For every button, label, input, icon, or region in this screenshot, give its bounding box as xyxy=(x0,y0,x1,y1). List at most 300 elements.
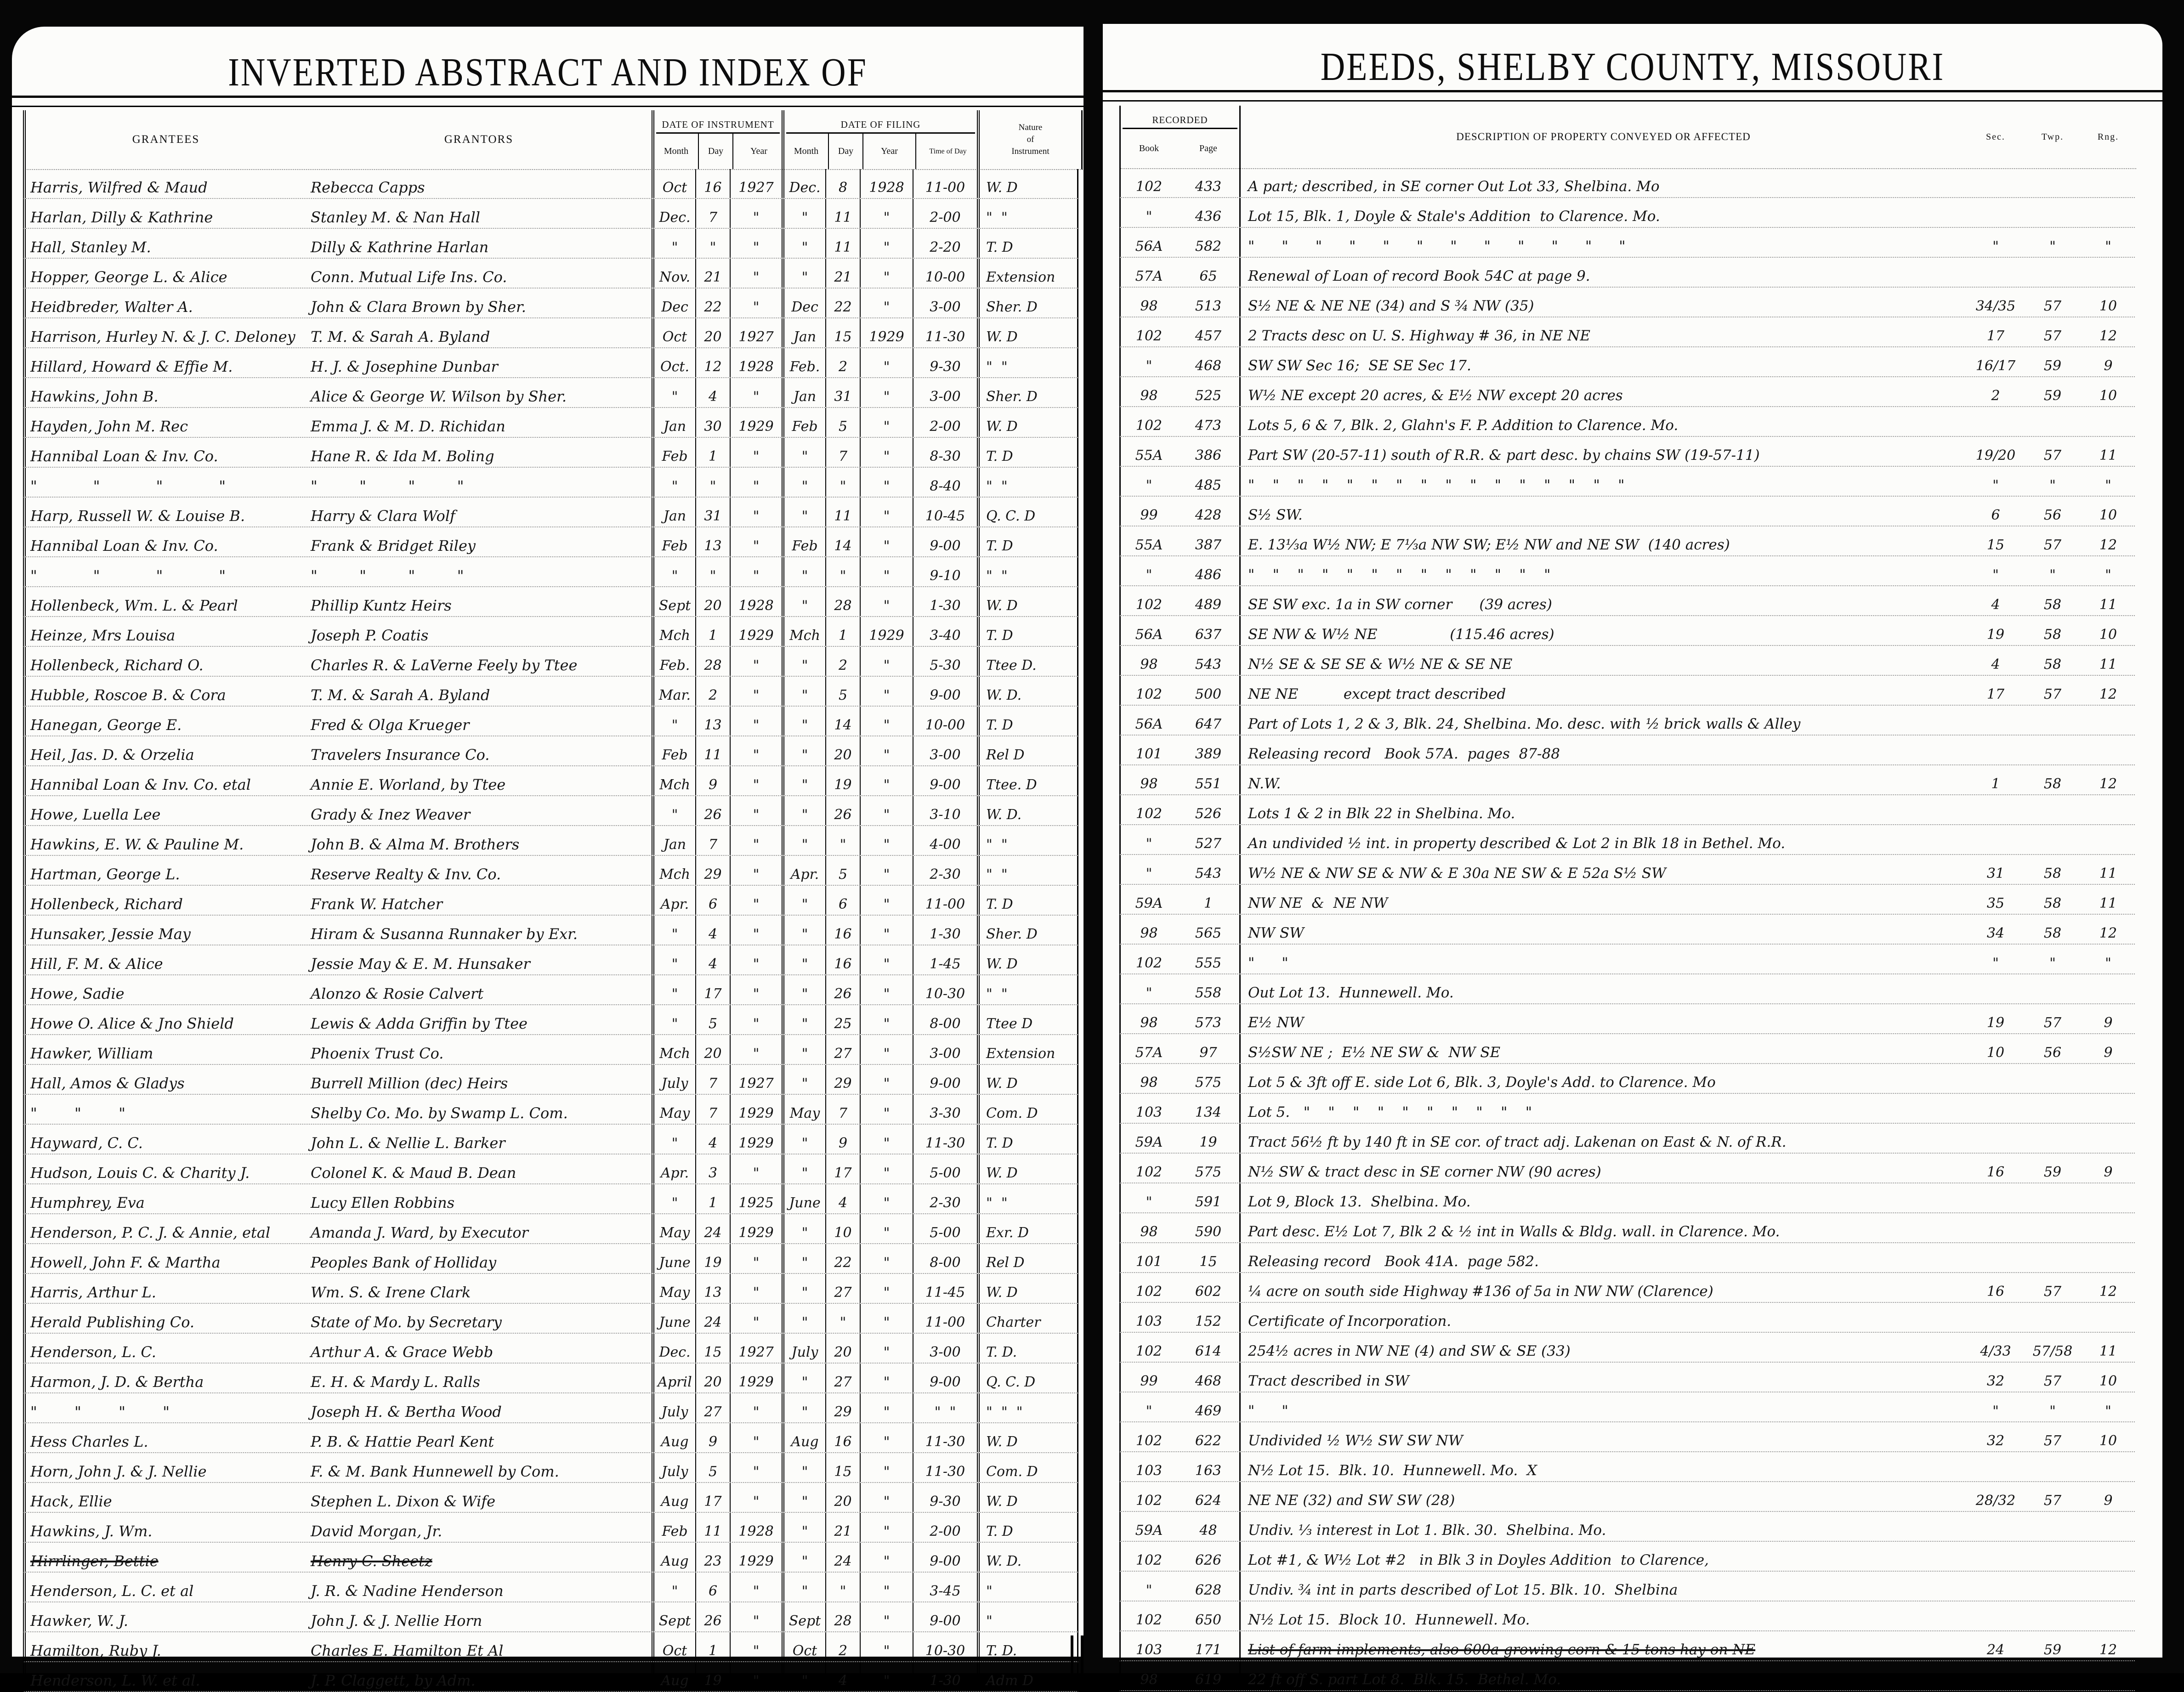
ledger-row xyxy=(1119,317,2135,347)
instrument-day-cell: 23 xyxy=(695,1543,730,1572)
ledger-row xyxy=(1119,1094,2135,1124)
description-cell: Lot 9, Block 13. Shelbina. Mo. xyxy=(1239,1183,1966,1212)
rng-cell: 11 xyxy=(2099,597,2117,613)
instrument-year-cell: 1929 xyxy=(730,1125,782,1154)
grantors-cell: Reserve Realty & Inv. Co. xyxy=(311,866,501,883)
page-cell: 628 xyxy=(1195,1582,1222,1598)
filing-day-cell: 4 xyxy=(825,1662,860,1691)
instrument-year-cell: " xyxy=(730,259,782,288)
page-cell: 486 xyxy=(1195,567,1222,583)
time-of-day-cell: 10-45 xyxy=(913,498,977,526)
grantees-cell: Hollenbeck, Richard O. xyxy=(30,656,204,674)
ledger-row xyxy=(1119,765,2135,795)
time-of-day-cell: 2-00 xyxy=(913,1513,977,1542)
time-of-day-cell: 11-00 xyxy=(913,169,977,198)
rng-cell: 10 xyxy=(2099,1373,2117,1389)
book-cell: " xyxy=(1146,1194,1152,1210)
sec-cell xyxy=(1966,258,2025,287)
page-cell: 389 xyxy=(1195,746,1222,762)
page-cell: 543 xyxy=(1195,866,1222,882)
left-page-title: INVERTED ABSTRACT AND INDEX OF xyxy=(228,50,868,95)
instrument-month-cell: Jan xyxy=(652,498,695,526)
nature-cell: Rel D xyxy=(977,1244,1081,1273)
rng-cell xyxy=(2080,1243,2136,1272)
grantors-cell: Henry C. Sheetz xyxy=(311,1552,432,1570)
grantors-cell: Travelers Insurance Co. xyxy=(311,746,490,764)
filing-day-cell: 17 xyxy=(825,1154,860,1183)
filing-month-cell: " xyxy=(782,587,825,616)
ledger-row xyxy=(1119,556,2135,586)
ledger-row xyxy=(23,1184,1078,1214)
instrument-year-cell: " xyxy=(730,1005,782,1034)
instrument-day-cell: 21 xyxy=(695,259,730,288)
instrument-month-cell: " xyxy=(652,916,695,945)
grantors-cell: Arthur A. & Grace Webb xyxy=(311,1343,494,1361)
rng-cell xyxy=(2080,1542,2136,1571)
instrument-month-cell: Mar. xyxy=(652,677,695,706)
instrument-month-cell: Dec. xyxy=(652,199,695,228)
sec-cell: 6 xyxy=(1991,507,2000,523)
sec-cell xyxy=(1966,1124,2025,1153)
filing-year-cell: " xyxy=(860,289,913,317)
ledger-row xyxy=(23,736,1078,766)
filing-month-cell: July xyxy=(782,1334,825,1363)
filing-year-cell: " xyxy=(860,348,913,377)
filing-year-cell: " xyxy=(860,1184,913,1213)
filing-month-cell: " xyxy=(782,229,825,258)
instrument-day-cell: 9 xyxy=(695,766,730,795)
time-of-day-cell: 9-30 xyxy=(913,1483,977,1512)
grantees-cell: Hopper, George L. & Alice xyxy=(30,268,227,286)
nature-cell: Q. C. D xyxy=(977,498,1081,526)
nature-cell: W. D xyxy=(977,1154,1081,1183)
filing-day-cell: 20 xyxy=(825,1483,860,1512)
instrument-month-cell: July xyxy=(652,1393,695,1422)
instrument-month-cell: Apr. xyxy=(652,1154,695,1183)
filing-year-cell: " xyxy=(860,1662,913,1691)
filing-month-cell: " xyxy=(782,916,825,945)
instrument-year-cell: " xyxy=(730,498,782,526)
instrument-day-cell: 24 xyxy=(695,1304,730,1333)
sec-cell: 15 xyxy=(1986,537,2005,553)
book-cell: 98 xyxy=(1140,776,1158,792)
filing-month-cell: " xyxy=(782,736,825,765)
filing-year-cell: " xyxy=(860,916,913,945)
filing-year-cell: " xyxy=(860,498,913,526)
instrument-year-cell: " xyxy=(730,916,782,945)
book-cell: 102 xyxy=(1135,1343,1163,1359)
instrument-year-cell: 1929 xyxy=(730,408,782,437)
instrument-year-cell: 1929 xyxy=(730,1214,782,1243)
ledger-row xyxy=(1119,945,2135,974)
rng-cell: 10 xyxy=(2099,507,2117,523)
instrument-month-cell: Mch xyxy=(652,856,695,885)
time-of-day-cell: 3-00 xyxy=(913,1334,977,1363)
nature-cell: T. D. xyxy=(977,1334,1081,1363)
filing-year-cell: " xyxy=(860,856,913,885)
ledger-row xyxy=(23,1513,1078,1543)
sec-cell: 19 xyxy=(1986,627,2005,643)
grantees-cell: Hudson, Louis C. & Charity J. xyxy=(30,1164,250,1182)
instrument-month-cell: Aug xyxy=(652,1423,695,1452)
rng-cell: 12 xyxy=(2099,925,2117,941)
instrument-day-cell: " xyxy=(695,229,730,258)
instrument-year-cell: " xyxy=(730,1274,782,1303)
time-of-day-cell: 3-30 xyxy=(913,1095,977,1124)
grantees-cell: Harris, Arthur L. xyxy=(30,1284,156,1301)
book-cell: 103 xyxy=(1135,1104,1163,1120)
instrument-year-cell: 1927 xyxy=(730,1334,782,1363)
filing-year-cell: " xyxy=(860,1364,913,1392)
ledger-row xyxy=(23,796,1078,826)
filing-year-cell: " xyxy=(860,1483,913,1512)
instrument-year-cell: " xyxy=(730,289,782,317)
sec-cell xyxy=(1966,1601,2025,1630)
instrument-month-cell: June xyxy=(652,1304,695,1333)
instrument-day-cell: 7 xyxy=(695,1065,730,1094)
grantees-cell: Howe, Sadie xyxy=(30,985,125,1002)
book-cell: " xyxy=(1146,1582,1152,1598)
instrument-day-cell: 12 xyxy=(695,348,730,377)
instrument-year-cell: " xyxy=(730,1662,782,1691)
twp-cell: 56 xyxy=(2043,507,2062,523)
nature-cell: W. D xyxy=(977,169,1081,198)
left-table-header xyxy=(23,110,1083,170)
filing-year-cell: " xyxy=(860,1632,913,1661)
ledger-row xyxy=(1119,1452,2135,1482)
ledger-row xyxy=(23,1035,1078,1065)
twp-cell xyxy=(2025,168,2080,197)
book-cell: 59A xyxy=(1135,1134,1163,1150)
page-cell: 387 xyxy=(1195,537,1222,553)
time-of-day-cell: 10-30 xyxy=(913,975,977,1004)
sec-cell xyxy=(1966,168,2025,197)
instrument-month-cell: " xyxy=(652,1184,695,1213)
grantors-cell: Hiram & Susanna Runnaker by Exr. xyxy=(311,925,578,943)
book-cell: 98 xyxy=(1140,1224,1158,1240)
twp-cell: 57 xyxy=(2043,298,2062,314)
ledger-row xyxy=(23,916,1078,945)
filing-day-cell: 5 xyxy=(825,408,860,437)
filing-month-cell: Feb xyxy=(782,527,825,556)
filing-month-cell: Feb xyxy=(782,408,825,437)
instrument-month-cell: May xyxy=(652,1214,695,1243)
description-cell: N½ SE & SE SE & W½ NE & SE NE xyxy=(1239,646,1966,675)
filing-month-cell: " xyxy=(782,1274,825,1303)
grantees-cell: Hayward, C. C. xyxy=(30,1134,143,1152)
rng-cell: 11 xyxy=(2099,656,2117,673)
twp-cell: 56 xyxy=(2043,1045,2062,1061)
page-cell: 565 xyxy=(1195,925,1222,941)
book-cell: 102 xyxy=(1135,686,1163,702)
rng-cell xyxy=(2080,1303,2136,1332)
rng-cell: 11 xyxy=(2099,895,2117,911)
twp-cell xyxy=(2025,1243,2080,1272)
page-cell: 65 xyxy=(1199,268,1217,284)
description-cell: Lot #1, & W½ Lot #2 in Blk 3 in Doyles Addition to Clarence, xyxy=(1239,1542,1966,1571)
ledger-row xyxy=(1119,586,2135,616)
ledger-row xyxy=(1119,1572,2135,1601)
ledger-row xyxy=(23,826,1078,856)
twp-cell: " xyxy=(2049,477,2056,493)
description-cell: NE NE except tract described xyxy=(1239,676,1966,705)
nature-cell: W. D xyxy=(977,1423,1081,1452)
description-cell: Part desc. E½ Lot 7, Blk 2 & ½ int in Walls & Bldg. wall. in Clarence. Mo. xyxy=(1239,1213,1966,1242)
grantees-cell: Hunsaker, Jessie May xyxy=(30,925,191,943)
grantees-cell: Hannibal Loan & Inv. Co. xyxy=(30,447,218,465)
filing-month-cell: " xyxy=(782,1005,825,1034)
rng-cell xyxy=(2080,795,2136,824)
filing-year-cell: " xyxy=(860,1125,913,1154)
ledger-row xyxy=(1119,1243,2135,1273)
twp-cell xyxy=(2025,1512,2080,1541)
sec-cell: 19/20 xyxy=(1975,447,2016,464)
time-of-day-cell: 8-00 xyxy=(913,1244,977,1273)
ledger-row xyxy=(23,945,1078,975)
grantors-cell: T. M. & Sarah A. Byland xyxy=(311,686,490,704)
description-cell: Lot 15, Blk. 1, Doyle & Stale's Addition to Clarence. Mo. xyxy=(1239,198,1966,227)
ledger-row xyxy=(23,1065,1078,1095)
book-cell: 57A xyxy=(1135,268,1163,284)
instrument-year-cell: " xyxy=(730,1632,782,1661)
nature-cell: Charter xyxy=(977,1304,1081,1333)
time-of-day-cell: 2-00 xyxy=(913,199,977,228)
book-header: Book xyxy=(1139,143,1159,153)
instrument-day-cell: 3 xyxy=(695,1154,730,1183)
filing-day-cell: 15 xyxy=(825,1453,860,1482)
grantors-cell: State of Mo. by Secretary xyxy=(311,1313,502,1331)
twp-cell xyxy=(2025,1303,2080,1332)
grantees-cell: Heinze, Mrs Louisa xyxy=(30,627,176,644)
instrument-year-cell: 1928 xyxy=(730,1513,782,1542)
filing-day-cell: 24 xyxy=(825,1543,860,1572)
book-cell: 102 xyxy=(1135,1164,1163,1180)
filing-day-cell: " xyxy=(825,826,860,855)
rng-cell xyxy=(2080,258,2136,287)
nature-cell: " " xyxy=(977,975,1081,1004)
description-cell: S½ SW. xyxy=(1239,497,1966,526)
nature-cell: W. D xyxy=(977,1483,1081,1512)
filing-day-cell: " xyxy=(825,557,860,586)
ledger-row xyxy=(23,647,1078,677)
grantees-cell: Hawkins, E. W. & Pauline M. xyxy=(30,836,244,853)
instrument-month-cell: Feb xyxy=(652,1513,695,1542)
grantees-cell: Herald Publishing Co. xyxy=(30,1313,195,1331)
grantees-cell: Howe, Luella Lee xyxy=(30,806,161,823)
filing-day-cell: 2 xyxy=(825,647,860,676)
instrument-year-cell: " xyxy=(730,886,782,915)
grantors-cell: Joseph P. Coatis xyxy=(311,627,429,644)
instrument-year-cell: 1927 xyxy=(730,1065,782,1094)
grantees-cell: Heil, Jas. D. & Orzelia xyxy=(30,746,194,764)
right-page-title: DEEDS, SHELBY COUNTY, MISSOURI xyxy=(1320,45,1945,89)
instrument-year-cell: " xyxy=(730,229,782,258)
page-cell: 526 xyxy=(1195,806,1222,822)
filing-year-cell: " xyxy=(860,587,913,616)
instrument-year-cell: " xyxy=(730,707,782,736)
filing-month-cell: " xyxy=(782,498,825,526)
day-header: Day xyxy=(828,134,862,169)
rng-cell: 9 xyxy=(2104,1164,2113,1180)
book-cell: 56A xyxy=(1135,716,1163,732)
page-cell: 575 xyxy=(1195,1164,1222,1180)
right-table-rows xyxy=(1119,168,2135,1691)
nature-cell: W. D xyxy=(977,945,1081,974)
time-of-day-cell: 3-00 xyxy=(913,736,977,765)
ledger-row xyxy=(1119,1363,2135,1392)
twp-cell: " xyxy=(2049,567,2056,583)
book-cell: " xyxy=(1146,358,1152,374)
nature-cell: W. D. xyxy=(977,677,1081,706)
instrument-month-cell: " xyxy=(652,975,695,1004)
ledger-row xyxy=(1119,1392,2135,1422)
grantors-cell: Emma J. & M. D. Richidan xyxy=(311,418,505,435)
filing-month-cell: " xyxy=(782,1662,825,1691)
filing-month-cell: Jan xyxy=(782,378,825,407)
time-of-day-cell: 8-30 xyxy=(913,438,977,467)
page-cell: 436 xyxy=(1195,209,1222,225)
book-cell: 98 xyxy=(1140,388,1158,404)
ledger-row xyxy=(1119,706,2135,736)
instrument-month-cell: " xyxy=(652,468,695,497)
description-cell: N½ Lot 15. Block 10. Hunnewell. Mo. xyxy=(1239,1601,1966,1630)
grantors-cell: " " " " xyxy=(311,477,464,495)
title-rule xyxy=(1103,90,2162,92)
filing-year-cell: " xyxy=(860,1513,913,1542)
grantees-cell: Howell, John F. & Martha xyxy=(30,1254,221,1271)
rng-cell xyxy=(2080,825,2136,854)
filing-day-cell: 1 xyxy=(825,617,860,646)
time-of-day-cell: 9-30 xyxy=(913,348,977,377)
instrument-day-cell: 7 xyxy=(695,1095,730,1124)
page-cell: 590 xyxy=(1195,1224,1222,1240)
ledger-row xyxy=(1119,915,2135,945)
book-cell: 102 xyxy=(1135,1552,1163,1568)
filing-year-cell: " xyxy=(860,1453,913,1482)
twp-cell: 58 xyxy=(2043,895,2062,911)
filing-year-cell: " xyxy=(860,975,913,1004)
description-cell: An undivided ½ int. in property described & Lot 2 in Blk 18 in Bethel. Mo. xyxy=(1239,825,1966,854)
instrument-year-cell: " xyxy=(730,766,782,795)
ledger-row xyxy=(1119,437,2135,467)
month-header: Month xyxy=(794,146,819,156)
filing-year-cell: " xyxy=(860,199,913,228)
grantors-cell: Lewis & Adda Griffin by Ttee xyxy=(311,1015,528,1032)
instrument-day-cell: 19 xyxy=(695,1662,730,1691)
twp-cell xyxy=(2025,706,2080,735)
rng-cell: 11 xyxy=(2099,447,2117,464)
description-cell: NW SW xyxy=(1239,915,1966,944)
book-cell: 101 xyxy=(1135,746,1163,762)
page-cell: 543 xyxy=(1195,656,1222,673)
recorded-header-group xyxy=(1121,106,1239,168)
instrument-day-cell: 11 xyxy=(695,736,730,765)
ledger-row xyxy=(23,1125,1078,1154)
rng-cell: 10 xyxy=(2099,1433,2117,1449)
sec-cell: " xyxy=(1992,238,1999,255)
grantees-cell: Hall, Stanley M. xyxy=(30,238,151,256)
ledger-row xyxy=(1119,407,2135,437)
twp-cell: 57 xyxy=(2043,447,2062,464)
instrument-day-cell: 17 xyxy=(695,975,730,1004)
rng-cell: 12 xyxy=(2099,686,2117,702)
time-of-day-cell: 9-00 xyxy=(913,1543,977,1572)
instrument-year-cell: 1925 xyxy=(730,1184,782,1213)
time-of-day-cell: 9-00 xyxy=(913,677,977,706)
ledger-row xyxy=(1119,1631,2135,1661)
sec-cell xyxy=(1966,1183,2025,1212)
nature-cell: T. D xyxy=(977,1513,1081,1542)
grantors-cell: David Morgan, Jr. xyxy=(311,1522,442,1540)
grantors-cell: Jessie May & E. M. Hunsaker xyxy=(311,955,530,973)
filing-day-cell: " xyxy=(825,1573,860,1601)
grantees-cell: Harris, Wilfred & Maud xyxy=(30,179,208,196)
rng-cell xyxy=(2080,1183,2136,1212)
filing-year-cell: " xyxy=(860,886,913,915)
ledger-page-right xyxy=(1103,24,2162,1688)
ledger-row xyxy=(23,766,1078,796)
filing-day-cell: 22 xyxy=(825,289,860,317)
filing-year-cell: " xyxy=(860,647,913,676)
book-cell: 56A xyxy=(1135,627,1163,643)
nature-cell: " " " xyxy=(977,1393,1081,1422)
book-cell: 102 xyxy=(1135,418,1163,434)
ledger-row xyxy=(23,378,1078,408)
instrument-year-cell: " xyxy=(730,1573,782,1601)
instrument-day-cell: 19 xyxy=(695,1244,730,1273)
time-of-day-cell: 2-30 xyxy=(913,1184,977,1213)
twp-cell: 57 xyxy=(2043,328,2062,344)
ledger-row xyxy=(1119,1512,2135,1542)
nature-cell: Sher. D xyxy=(977,289,1081,317)
description-cell: " " " " " " " " " " " " xyxy=(1239,228,1966,257)
year-header: Year xyxy=(862,134,915,169)
instrument-month-cell: Sept xyxy=(652,587,695,616)
filing-day-cell: " xyxy=(825,468,860,497)
description-cell: Lots 1 & 2 in Blk 22 in Shelbina. Mo. xyxy=(1239,795,1966,824)
grantors-cell: Charles E. Hamilton Et Al xyxy=(311,1642,504,1659)
instrument-year-cell: " xyxy=(730,378,782,407)
description-cell: N½ SW & tract desc in SE corner NW (90 acres) xyxy=(1239,1154,1966,1183)
grantees-cell: Hamilton, Ruby J. xyxy=(30,1642,161,1659)
description-cell: NW NE & NE NW xyxy=(1239,885,1966,914)
instrument-day-cell: 4 xyxy=(695,916,730,945)
grantees-header: GRANTEES xyxy=(132,133,200,146)
filing-year-cell: " xyxy=(860,1304,913,1333)
ledger-row xyxy=(1119,795,2135,825)
time-of-day-cell: 1-30 xyxy=(913,916,977,945)
time-of-day-cell: 1-30 xyxy=(913,587,977,616)
time-of-day-cell: 9-00 xyxy=(913,1065,977,1094)
grantees-cell: Heidbreder, Walter A. xyxy=(30,298,193,316)
instrument-year-cell: " xyxy=(730,975,782,1004)
instrument-year-cell: " xyxy=(730,736,782,765)
scan-artifact xyxy=(1071,1635,1073,1673)
ledger-row xyxy=(23,408,1078,438)
grantees-cell: Hess Charles L. xyxy=(30,1433,148,1450)
instrument-day-cell: 16 xyxy=(695,169,730,198)
instrument-day-cell: " xyxy=(695,468,730,497)
filing-day-cell: 20 xyxy=(825,736,860,765)
grantees-cell: Henderson, L. C. et al xyxy=(30,1582,194,1600)
twp-cell xyxy=(2025,1452,2080,1481)
grantors-cell: Grady & Inez Weaver xyxy=(311,806,471,823)
page-cell: 525 xyxy=(1195,388,1222,404)
grantors-cell: J. P. Claggett, by Adm. xyxy=(311,1672,476,1689)
instrument-month-cell: June xyxy=(652,1244,695,1273)
instrument-day-cell: 20 xyxy=(695,1035,730,1064)
twp-cell xyxy=(2025,1542,2080,1571)
